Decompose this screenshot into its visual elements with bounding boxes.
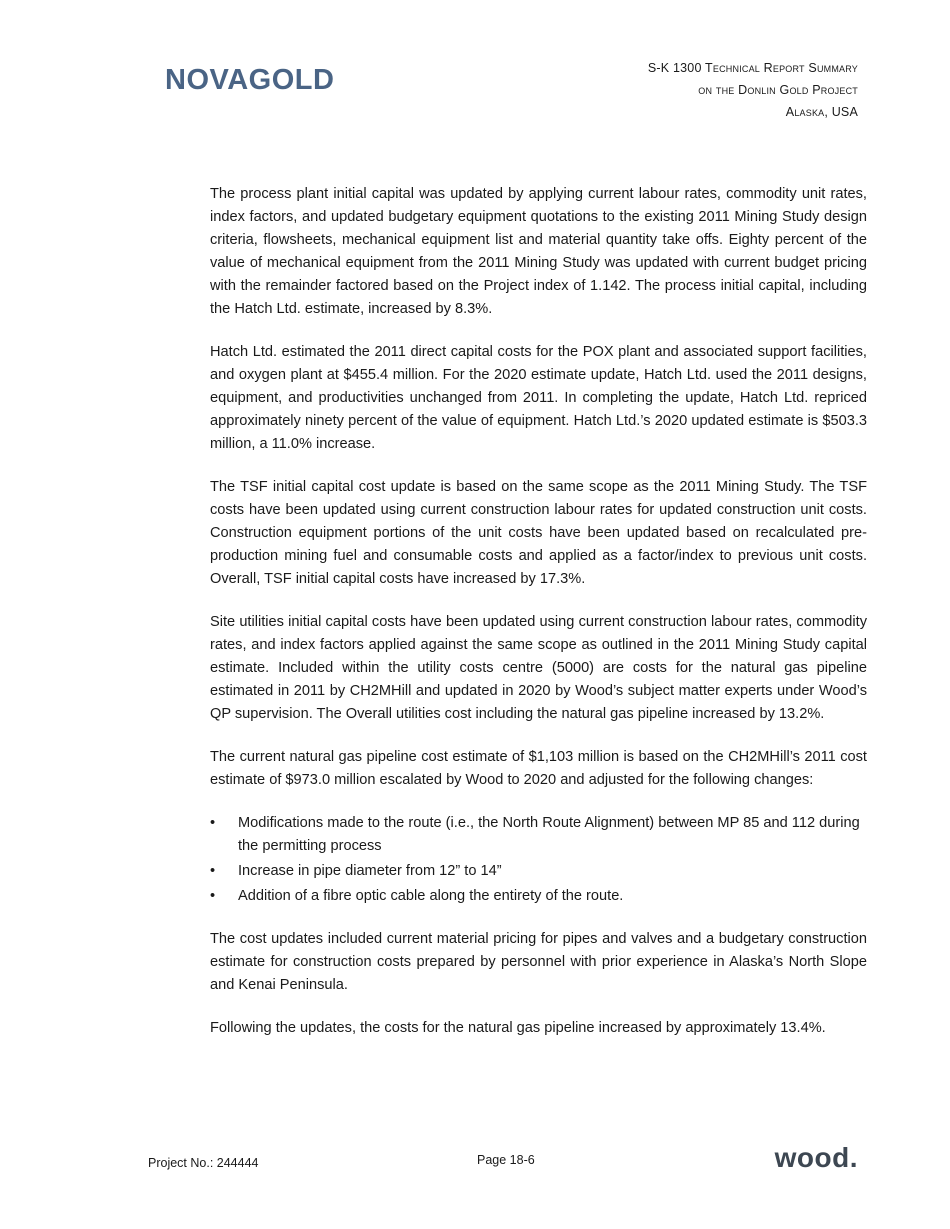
header-line-1: S-K 1300 Technical Report Summary — [647, 61, 858, 75]
paragraph-process-plant: The process plant initial capital was updated by applying current labour rates, commodity unit rates, index factors, and updated budgetary equipment quotations to the existing 2011 Mining Study design criteria, flowsheets, mechanical equipment list and material quantity take offs. Eighty percent of the value of mechanical equipment from the 2011 Mining Study was updated with current budget pricing with the remainder factored based on the Project index of 1.142. The process initial capital, including the Hatch Ltd. estimate, increased by 8.3%. — [210, 186, 867, 317]
report-header — [648, 57, 858, 123]
list-item-text: Addition of a fibre optic cable along the entirety of the route. — [238, 888, 624, 904]
paragraph-following-updates: Following the updates, the costs for the natural gas pipeline increased by approximately 13.4%. — [210, 1020, 826, 1036]
paragraph-site-utilities: Site utilities initial capital costs have been updated using current construction labour rates, commodity rates, and index factors applied against the same scope as outlined in the 2011 Mining Study capital estimate. Included within the utility costs centre (5000) are costs for the natural gas pipeline estimated in 2011 by CH2MHill and updated in 2020 by Wood’s subject matter experts under Wood’s QP supervision. The Overall utilities cost including the natural gas pipeline increased by 13.2%. — [210, 614, 867, 722]
paragraph-tsf: The TSF initial capital cost update is based on the same scope as the 2011 Mining Study. The TSF costs have been updated using current construction labour rates for updated construction unit costs. Construction equipment portions of the unit costs have been updated based on recalculated pre-production mining fuel and consumable costs and applied as a factor/index to previous unit costs. Overall, TSF initial capital costs have increased by 17.3%. — [210, 479, 867, 587]
list-item-text: Increase in pipe diameter from 12” to 14” — [238, 863, 502, 879]
list-item — [210, 812, 867, 858]
project-number: Project No.: 244444 — [148, 1156, 259, 1170]
page-number: Page 18-6 — [477, 1153, 535, 1167]
document-body — [210, 183, 867, 1060]
changes-list — [210, 812, 867, 908]
list-item-text: Modifications made to the route (i.e., the North Route Alignment) between MP 85 and 112 during the permitting process — [238, 815, 860, 854]
header-line-3: Alaska, USA — [785, 105, 858, 119]
list-item — [210, 860, 867, 883]
paragraph-cost-updates: The cost updates included current material pricing for pipes and valves and a budgetary construction estimate for construction costs prepared by personnel with prior experience in Alaska’s North Slope and Kenai Peninsula. — [210, 931, 867, 993]
paragraph-pipeline-estimate: The current natural gas pipeline cost estimate of $1,103 million is based on the CH2MHill’s 2011 cost estimate of $973.0 million escalated by Wood to 2020 and adjusted for the following changes: — [210, 749, 867, 788]
bullet-icon: • — [210, 815, 216, 831]
paragraph-hatch: Hatch Ltd. estimated the 2011 direct capital costs for the POX plant and associated support facilities, and oxygen plant at $455.4 million. For the 2020 estimate update, Hatch Ltd. used the 2011 designs, equipment, and productivities unchanged from 2011. In completing the update, Hatch Ltd. repriced approximately ninety percent of the value of equipment. Hatch Ltd.’s 2020 updated estimate is $503.3 million, a 11.0% increase. — [210, 344, 867, 452]
bullet-icon: • — [210, 888, 216, 904]
logo-text: NOVAGOLD — [165, 63, 335, 96]
novagold-logo — [165, 60, 334, 100]
wood-logo: wood. — [774, 1142, 858, 1173]
bullet-icon: • — [210, 863, 216, 879]
header-line-2: on the Donlin Gold Project — [698, 83, 858, 97]
list-item — [210, 885, 867, 908]
